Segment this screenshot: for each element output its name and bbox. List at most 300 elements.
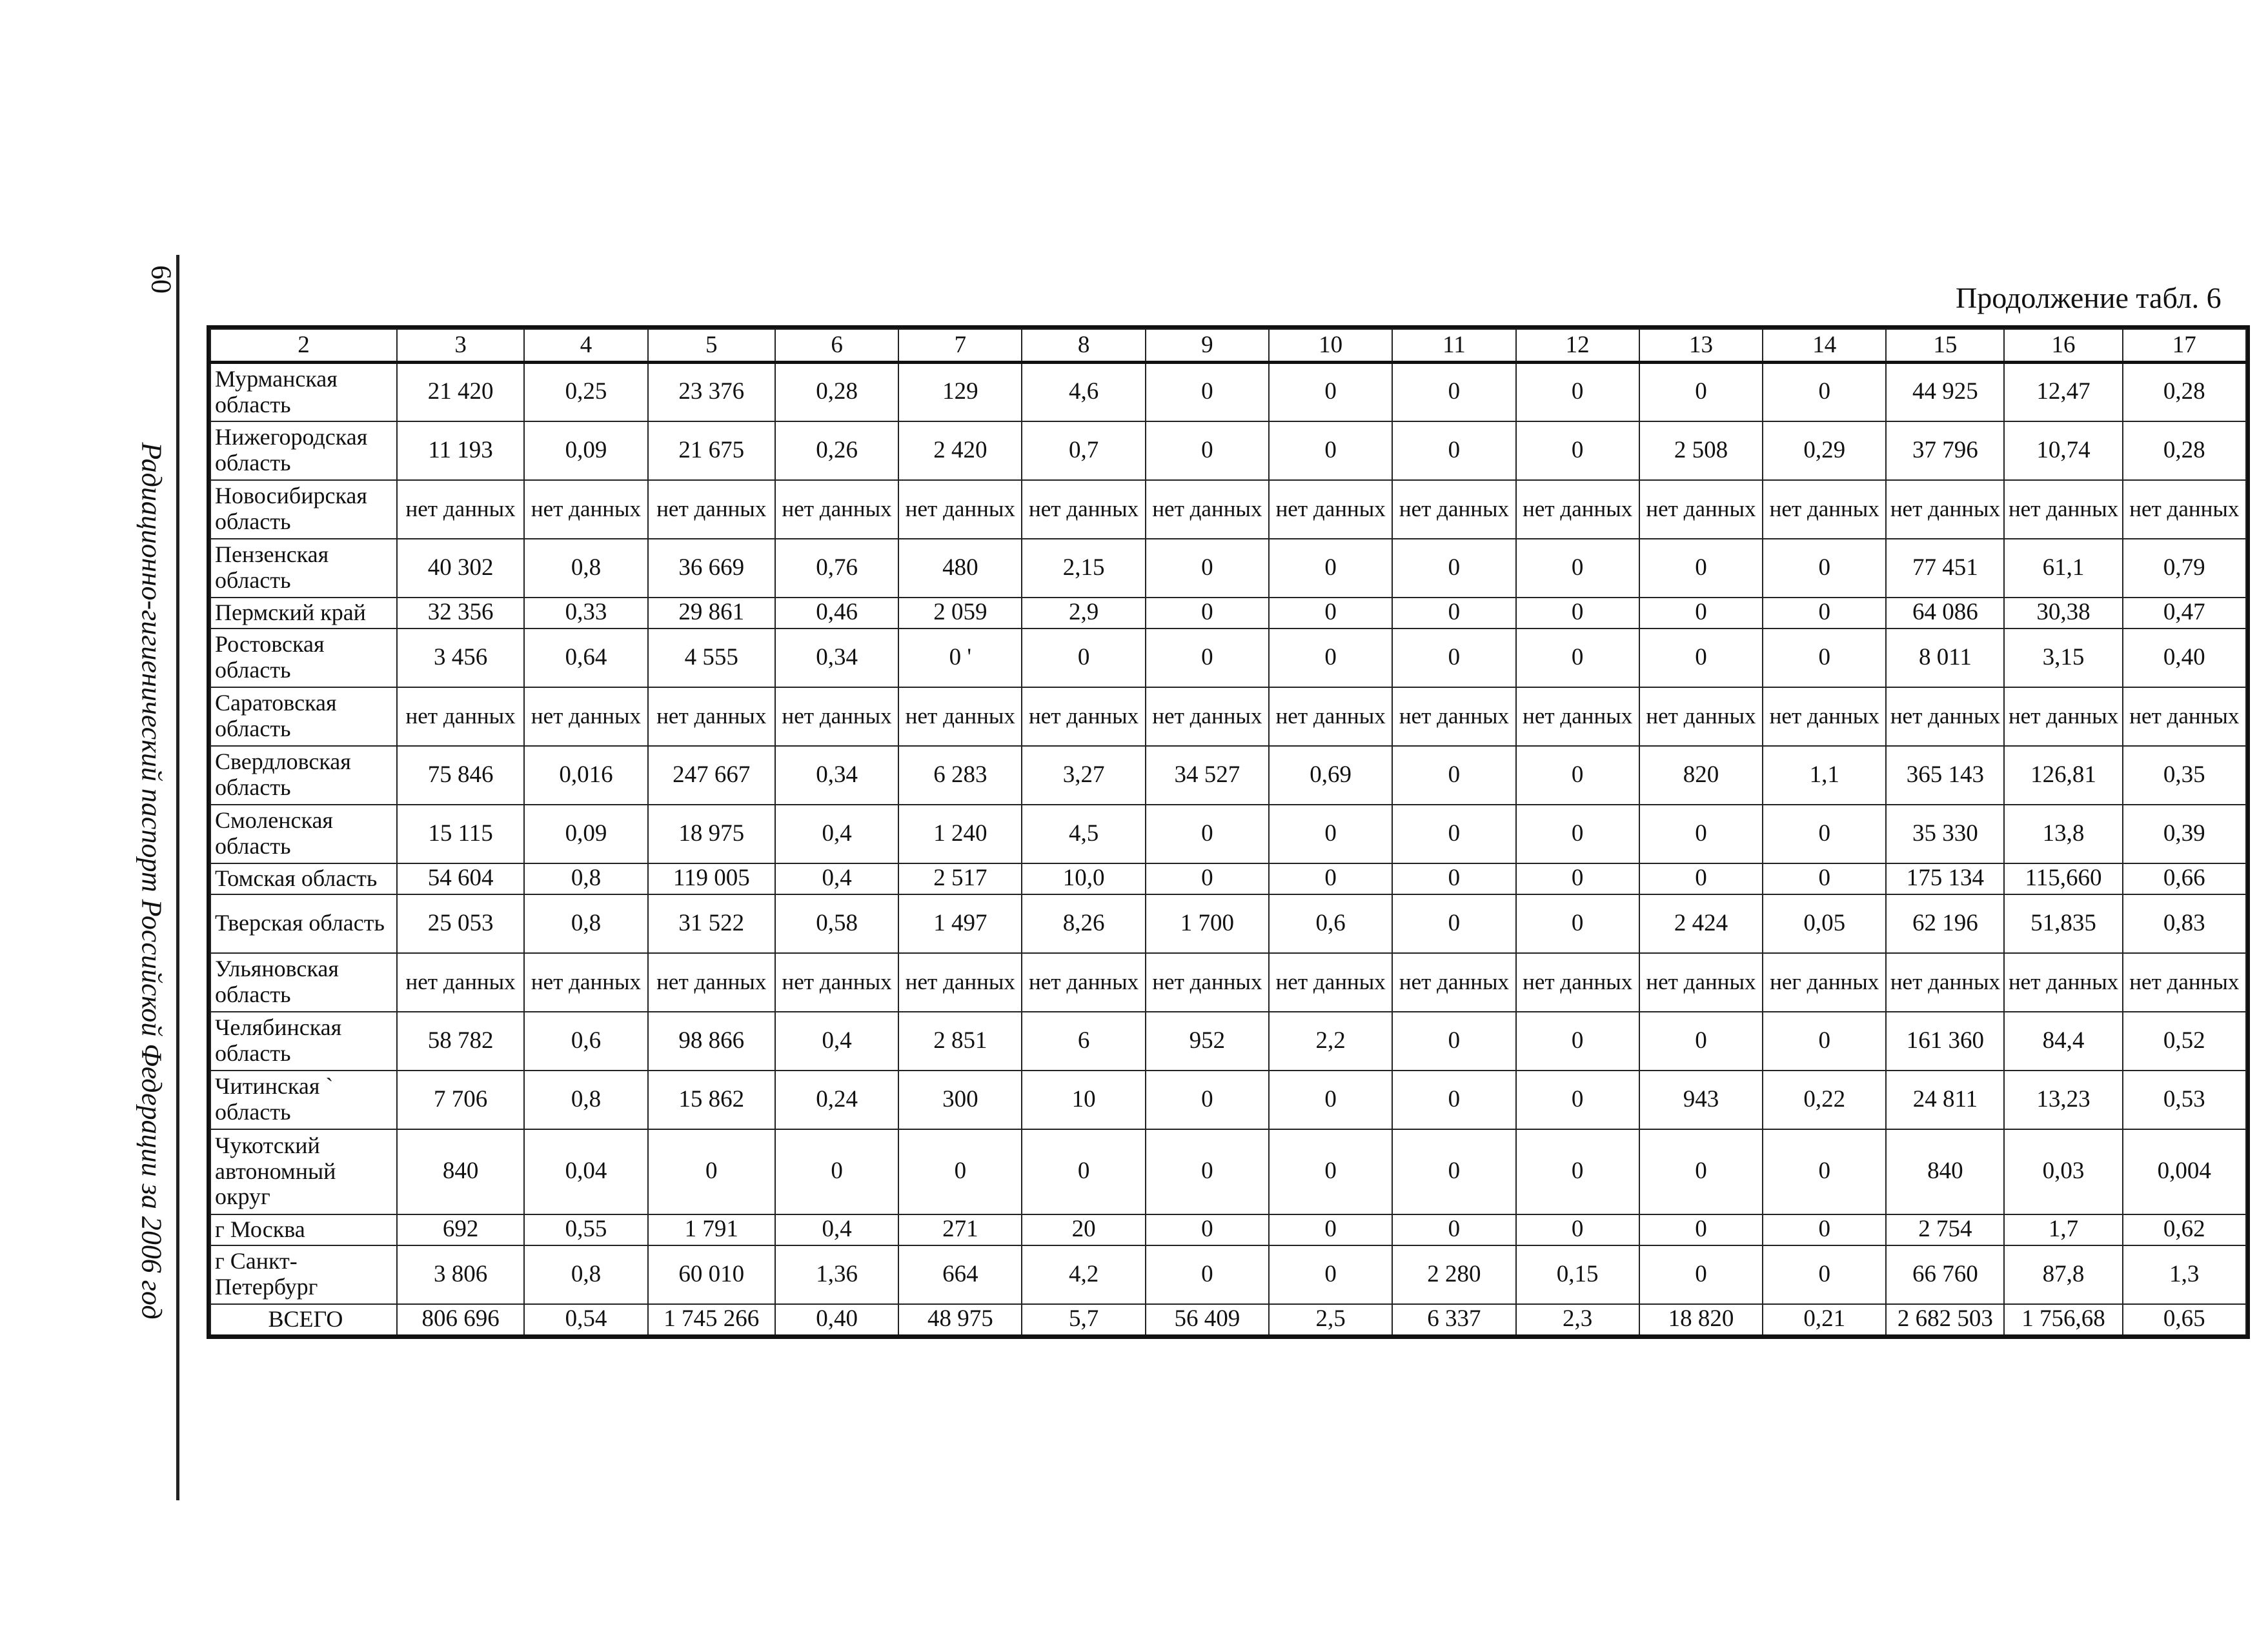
table-cell: нет данных — [1022, 480, 1145, 539]
table-cell: 126,81 — [2004, 746, 2122, 805]
column-header: 7 — [898, 329, 1022, 363]
table-cell: 0 — [1392, 805, 1515, 863]
table-cell: 0 — [1516, 1129, 1639, 1214]
table-cell: 21 675 — [648, 421, 775, 480]
table-cell: 0 — [1146, 1245, 1269, 1304]
table-cell: 119 005 — [648, 863, 775, 894]
table-cell: 0,6 — [524, 1012, 647, 1071]
table-cell: 0 — [1639, 863, 1763, 894]
column-header: 2 — [210, 329, 397, 363]
table-cell: 0 — [1516, 805, 1639, 863]
table-cell: нет данных — [397, 687, 524, 746]
table-cell: 0 — [1516, 1214, 1639, 1245]
region-name: Пермский край — [210, 598, 397, 629]
table-cell: 0,28 — [775, 363, 898, 421]
table-cell: 0 — [1022, 1129, 1145, 1214]
table-cell: 0 — [1763, 629, 1886, 687]
table-cell: 0 — [1516, 629, 1639, 687]
table-cell: нет данных — [1886, 480, 2004, 539]
table-header-row — [210, 329, 2246, 363]
table-cell: 0,54 — [524, 1304, 647, 1335]
table-cell: 6 283 — [898, 746, 1022, 805]
table-cell: 0 — [1763, 539, 1886, 598]
table-cell: 0 — [1392, 598, 1515, 629]
table-cell: 0 — [1516, 539, 1639, 598]
table-cell: 0,22 — [1763, 1071, 1886, 1129]
column-header: 9 — [1146, 329, 1269, 363]
table-cell: 0 — [1639, 1245, 1763, 1304]
table-cell: 0,34 — [775, 746, 898, 805]
table-row — [210, 421, 2246, 480]
table-cell: 0 — [1516, 1071, 1639, 1129]
region-name: Чукотский автономный округ — [210, 1129, 397, 1214]
table-cell: 175 134 — [1886, 863, 2004, 894]
table-cell: 32 356 — [397, 598, 524, 629]
table-cell: нет данных — [2123, 480, 2246, 539]
table-cell: 51,835 — [2004, 894, 2122, 953]
table-cell: 1,1 — [1763, 746, 1886, 805]
table-cell: 0,4 — [775, 1012, 898, 1071]
table-cell: 806 696 — [397, 1304, 524, 1335]
table-cell: 0 — [1269, 1129, 1392, 1214]
table-cell: 6 — [1022, 1012, 1145, 1071]
table-cell: 0 — [1763, 1245, 1886, 1304]
table-cell: 0 — [1392, 1071, 1515, 1129]
table-cell: нет данных — [1392, 480, 1515, 539]
table-cell: 21 420 — [397, 363, 524, 421]
table-cell: 30,38 — [2004, 598, 2122, 629]
table-cell: нет данных — [648, 687, 775, 746]
table-cell: 0 — [1269, 539, 1392, 598]
table-cell: 4,5 — [1022, 805, 1145, 863]
table-cell: 0,8 — [524, 1245, 647, 1304]
table-cell: 0,64 — [524, 629, 647, 687]
table-cell: 56 409 — [1146, 1304, 1269, 1335]
table-cell: 0 — [1146, 805, 1269, 863]
table-cell: 0 — [1639, 1012, 1763, 1071]
table-cell: нет данных — [1022, 687, 1145, 746]
region-name: Тверская область — [210, 894, 397, 953]
table-cell: 0,29 — [1763, 421, 1886, 480]
table-cell: нет данных — [1146, 687, 1269, 746]
table-cell: 0 — [1392, 629, 1515, 687]
table-cell: 0 — [1269, 1214, 1392, 1245]
column-header: 17 — [2123, 329, 2246, 363]
table-cell: 0,4 — [775, 805, 898, 863]
table-cell: 0,55 — [524, 1214, 647, 1245]
region-name: Пензенская область — [210, 539, 397, 598]
table-cell: 0,8 — [524, 1071, 647, 1129]
table-cell: 0 — [1392, 746, 1515, 805]
table-cell: 0 — [1269, 421, 1392, 480]
region-name: г Санкт-Петербург — [210, 1245, 397, 1304]
table-cell: 0 — [1269, 629, 1392, 687]
region-name: Нижегородская область — [210, 421, 397, 480]
table-cell: 8 011 — [1886, 629, 2004, 687]
table-cell: 1 791 — [648, 1214, 775, 1245]
table-row — [210, 746, 2246, 805]
table-cell: 0 — [1763, 805, 1886, 863]
region-name: Ульяновская область — [210, 953, 397, 1012]
table-cell: 0,24 — [775, 1071, 898, 1129]
table-cell: 0,25 — [524, 363, 647, 421]
table-row — [210, 539, 2246, 598]
table-cell: нет данных — [1886, 953, 2004, 1012]
margin-rule — [176, 255, 179, 1500]
table-cell: 2 280 — [1392, 1245, 1515, 1304]
table-cell: 0,016 — [524, 746, 647, 805]
table-cell: 0,09 — [524, 805, 647, 863]
table-cell: 0,46 — [775, 598, 898, 629]
table-cell: 12,47 — [2004, 363, 2122, 421]
table-cell: 271 — [898, 1214, 1022, 1245]
table-cell: 13,23 — [2004, 1071, 2122, 1129]
table-cell: 0 — [1516, 363, 1639, 421]
table-row — [210, 687, 2246, 746]
table-cell: нет данных — [1146, 953, 1269, 1012]
table-cell: 2 682 503 — [1886, 1304, 2004, 1335]
table-cell: 0 — [1392, 863, 1515, 894]
table-cell: нет данных — [775, 480, 898, 539]
table-cell: 66 760 — [1886, 1245, 2004, 1304]
table-cell: нет данных — [1516, 953, 1639, 1012]
table-cell: 0,26 — [775, 421, 898, 480]
table-cell: 247 667 — [648, 746, 775, 805]
table-cell: нет данных — [1392, 687, 1515, 746]
table-cell: нет данных — [397, 953, 524, 1012]
table-cell: 2 754 — [1886, 1214, 2004, 1245]
table-row — [210, 629, 2246, 687]
table-cell: нет данных — [898, 953, 1022, 1012]
table-cell: 0 — [1146, 1214, 1269, 1245]
table-cell: 0 — [1022, 629, 1145, 687]
running-title: Радиационно-гигиенический паспорт Российской Федерации за 2006 год — [136, 442, 168, 1320]
table-cell: нет данных — [1269, 687, 1392, 746]
table-cell: 0 — [1392, 1129, 1515, 1214]
region-name: Челябинская область — [210, 1012, 397, 1071]
table-cell: 11 193 — [397, 421, 524, 480]
table-cell: 365 143 — [1886, 746, 2004, 805]
table-cell: нет данных — [2123, 687, 2246, 746]
table-cell: 0 — [1516, 598, 1639, 629]
table-cell: 0,09 — [524, 421, 647, 480]
table-cell: 25 053 — [397, 894, 524, 953]
table-cell: 62 196 — [1886, 894, 2004, 953]
table-caption: Продолжение табл. 6 — [1956, 281, 2222, 314]
table-cell: 0 — [1146, 1129, 1269, 1214]
table-cell: 0 — [1516, 863, 1639, 894]
table-cell: 2,15 — [1022, 539, 1145, 598]
column-header: 12 — [1516, 329, 1639, 363]
table-cell: 5,7 — [1022, 1304, 1145, 1335]
table-cell: 24 811 — [1886, 1071, 2004, 1129]
table-cell: 34 527 — [1146, 746, 1269, 805]
table-cell: 0 — [1639, 1129, 1763, 1214]
region-name: ВСЕГО — [210, 1304, 397, 1335]
table-cell: 1 756,68 — [2004, 1304, 2122, 1335]
table-cell: 0,8 — [524, 539, 647, 598]
table-cell: 0,8 — [524, 863, 647, 894]
column-header: 14 — [1763, 329, 1886, 363]
table-cell: 1,36 — [775, 1245, 898, 1304]
table-cell: 2 851 — [898, 1012, 1022, 1071]
table-cell: 0,33 — [524, 598, 647, 629]
table-cell: 8,26 — [1022, 894, 1145, 953]
table-cell: 10,74 — [2004, 421, 2122, 480]
table-cell: 0 — [1639, 629, 1763, 687]
table-cell: 3 456 — [397, 629, 524, 687]
table-cell: 0 — [1269, 598, 1392, 629]
table-cell: нет данных — [1516, 480, 1639, 539]
table-cell: 0,83 — [2123, 894, 2246, 953]
table-cell: 13,8 — [2004, 805, 2122, 863]
table-cell: 1 700 — [1146, 894, 1269, 953]
table-cell: 2,2 — [1269, 1012, 1392, 1071]
table-row — [210, 480, 2246, 539]
table-cell: 61,1 — [2004, 539, 2122, 598]
column-header: 6 — [775, 329, 898, 363]
column-header: 3 — [397, 329, 524, 363]
table-row — [210, 1071, 2246, 1129]
table-cell: нет данных — [1763, 480, 1886, 539]
table-cell: 0,21 — [1763, 1304, 1886, 1335]
table-cell: 29 861 — [648, 598, 775, 629]
table-cell: 2,9 — [1022, 598, 1145, 629]
table-cell: 0 — [1269, 1245, 1392, 1304]
table-cell: 0,4 — [775, 863, 898, 894]
table-cell: нет данных — [2004, 953, 2122, 1012]
table-cell: 54 604 — [397, 863, 524, 894]
table-cell: 0 — [1763, 1129, 1886, 1214]
table-cell: 0 ' — [898, 629, 1022, 687]
table-cell: 0,79 — [2123, 539, 2246, 598]
page-number: 60 — [145, 265, 177, 294]
table-cell: 0,58 — [775, 894, 898, 953]
table-cell: 6 337 — [1392, 1304, 1515, 1335]
table-cell: 0,53 — [2123, 1071, 2246, 1129]
table-cell: 2 424 — [1639, 894, 1763, 953]
table-cell: 0,66 — [2123, 863, 2246, 894]
table-cell: 480 — [898, 539, 1022, 598]
column-header: 5 — [648, 329, 775, 363]
table-cell: 31 522 — [648, 894, 775, 953]
table-cell: 115,660 — [2004, 863, 2122, 894]
table-cell: 64 086 — [1886, 598, 2004, 629]
table-cell: 0,05 — [1763, 894, 1886, 953]
table-cell: нет данных — [1516, 687, 1639, 746]
region-name: Томская область — [210, 863, 397, 894]
table-cell: 0 — [1146, 629, 1269, 687]
table-cell: 1 240 — [898, 805, 1022, 863]
region-name: Свердловская область — [210, 746, 397, 805]
table-cell: 15 862 — [648, 1071, 775, 1129]
table-row — [210, 1214, 2246, 1245]
table-cell: 0,52 — [2123, 1012, 2246, 1071]
table-cell: нет данных — [1392, 953, 1515, 1012]
table-cell: 98 866 — [648, 1012, 775, 1071]
table-cell: нет данных — [648, 480, 775, 539]
column-header: 8 — [1022, 329, 1145, 363]
table-cell: 0,8 — [524, 894, 647, 953]
table-row — [210, 1012, 2246, 1071]
table-cell: 18 975 — [648, 805, 775, 863]
region-name: Читинская ` область — [210, 1071, 397, 1129]
table-cell: нет данных — [1639, 953, 1763, 1012]
table-cell: 75 846 — [397, 746, 524, 805]
table-row — [210, 1245, 2246, 1304]
table-cell: нет данных — [2004, 687, 2122, 746]
table-cell: 3 806 — [397, 1245, 524, 1304]
table-cell: нет данных — [1269, 480, 1392, 539]
table-cell: нет данных — [775, 953, 898, 1012]
table-row — [210, 863, 2246, 894]
table-cell: 0 — [1392, 539, 1515, 598]
table-cell: 37 796 — [1886, 421, 2004, 480]
table-cell: нет данных — [524, 953, 647, 1012]
table-cell: 1,3 — [2123, 1245, 2246, 1304]
region-name: Смоленская область — [210, 805, 397, 863]
table-row — [210, 1129, 2246, 1214]
table-cell: нет данных — [2004, 480, 2122, 539]
table-cell: 48 975 — [898, 1304, 1022, 1335]
data-table — [210, 328, 2247, 1336]
table-cell: нет данных — [1022, 953, 1145, 1012]
table-cell: нет данных — [1639, 687, 1763, 746]
table-cell: нет данных — [898, 687, 1022, 746]
table-cell: 943 — [1639, 1071, 1763, 1129]
table-cell: 0 — [1146, 363, 1269, 421]
column-header: 15 — [1886, 329, 2004, 363]
table-cell: нет данных — [2123, 953, 2246, 1012]
table-cell: 0 — [1763, 363, 1886, 421]
table-cell: 0 — [1146, 539, 1269, 598]
table-cell: 0 — [648, 1129, 775, 1214]
table-cell: 0,62 — [2123, 1214, 2246, 1245]
table-cell: 0 — [1392, 363, 1515, 421]
table-cell: 36 669 — [648, 539, 775, 598]
table-cell: нет данных — [397, 480, 524, 539]
table-cell: 0 — [1763, 1012, 1886, 1071]
table-cell: нет данных — [1763, 687, 1886, 746]
table-cell: 10 — [1022, 1071, 1145, 1129]
table-cell: 18 820 — [1639, 1304, 1763, 1335]
table-cell: 0 — [1269, 363, 1392, 421]
table-cell: 0,65 — [2123, 1304, 2246, 1335]
table-cell: 0 — [1392, 421, 1515, 480]
table-cell: нет данных — [1269, 953, 1392, 1012]
table-cell: нет данных — [775, 687, 898, 746]
table-cell: 0,35 — [2123, 746, 2246, 805]
table-cell: 35 330 — [1886, 805, 2004, 863]
table-cell: 0 — [898, 1129, 1022, 1214]
region-name: Мурманская область — [210, 363, 397, 421]
table-cell: 0 — [1763, 598, 1886, 629]
table-cell: 0,76 — [775, 539, 898, 598]
table-cell: 0 — [1516, 894, 1639, 953]
table-cell: 0 — [1392, 1012, 1515, 1071]
table-cell: 300 — [898, 1071, 1022, 1129]
total-row — [210, 1304, 2246, 1335]
table-cell: 0,6 — [1269, 894, 1392, 953]
table-cell: нег данных — [1763, 953, 1886, 1012]
table-cell: 0 — [1146, 1071, 1269, 1129]
table-cell: 0 — [1146, 598, 1269, 629]
table-cell: 2,3 — [1516, 1304, 1639, 1335]
table-row — [210, 894, 2246, 953]
table-cell: 820 — [1639, 746, 1763, 805]
table-cell: 4 555 — [648, 629, 775, 687]
table-cell: 0,69 — [1269, 746, 1392, 805]
table-cell: 77 451 — [1886, 539, 2004, 598]
column-header: 11 — [1392, 329, 1515, 363]
table-cell: 840 — [1886, 1129, 2004, 1214]
table-cell: 0,28 — [2123, 421, 2246, 480]
table-cell: нет данных — [524, 687, 647, 746]
column-header: 13 — [1639, 329, 1763, 363]
table-cell: 2,5 — [1269, 1304, 1392, 1335]
table-cell: нет данных — [1639, 480, 1763, 539]
column-header: 10 — [1269, 329, 1392, 363]
region-name: Саратовская область — [210, 687, 397, 746]
table-cell: 0,04 — [524, 1129, 647, 1214]
table-cell: 692 — [397, 1214, 524, 1245]
table-cell: 0 — [1146, 421, 1269, 480]
table-cell: 161 360 — [1886, 1012, 2004, 1071]
table-cell: 1 745 266 — [648, 1304, 775, 1335]
table-cell: 0 — [1639, 598, 1763, 629]
table-cell: 0 — [775, 1129, 898, 1214]
table-cell: 0 — [1392, 1214, 1515, 1245]
table-cell: 0 — [1516, 1012, 1639, 1071]
table-cell: 3,27 — [1022, 746, 1145, 805]
table-cell: 15 115 — [397, 805, 524, 863]
table-cell: 0 — [1763, 1214, 1886, 1245]
table-cell: 1 497 — [898, 894, 1022, 953]
table-cell: 0 — [1639, 1214, 1763, 1245]
table-cell: 0,34 — [775, 629, 898, 687]
table-cell: 44 925 — [1886, 363, 2004, 421]
table-cell: 0 — [1146, 863, 1269, 894]
table-cell: 20 — [1022, 1214, 1145, 1245]
table-cell: 0 — [1639, 539, 1763, 598]
table-row — [210, 953, 2246, 1012]
data-table-frame — [207, 325, 2250, 1339]
table-cell: 0 — [1269, 863, 1392, 894]
table-cell: 0,40 — [775, 1304, 898, 1335]
table-cell: 0 — [1516, 421, 1639, 480]
table-cell: 0,39 — [2123, 805, 2246, 863]
table-cell: 87,8 — [2004, 1245, 2122, 1304]
table-cell: 0 — [1639, 805, 1763, 863]
table-row — [210, 805, 2246, 863]
table-cell: 4,2 — [1022, 1245, 1145, 1304]
table-cell: 2 420 — [898, 421, 1022, 480]
table-cell: 664 — [898, 1245, 1022, 1304]
table-cell: нет данных — [1146, 480, 1269, 539]
table-cell: 0,47 — [2123, 598, 2246, 629]
column-header: 4 — [524, 329, 647, 363]
table-cell: 952 — [1146, 1012, 1269, 1071]
column-header: 16 — [2004, 329, 2122, 363]
table-cell: 0,03 — [2004, 1129, 2122, 1214]
table-row — [210, 363, 2246, 421]
table-cell: нет данных — [898, 480, 1022, 539]
table-cell: 4,6 — [1022, 363, 1145, 421]
table-cell: 840 — [397, 1129, 524, 1214]
table-cell: 0,7 — [1022, 421, 1145, 480]
table-cell: 1,7 — [2004, 1214, 2122, 1245]
table-cell: 2 508 — [1639, 421, 1763, 480]
